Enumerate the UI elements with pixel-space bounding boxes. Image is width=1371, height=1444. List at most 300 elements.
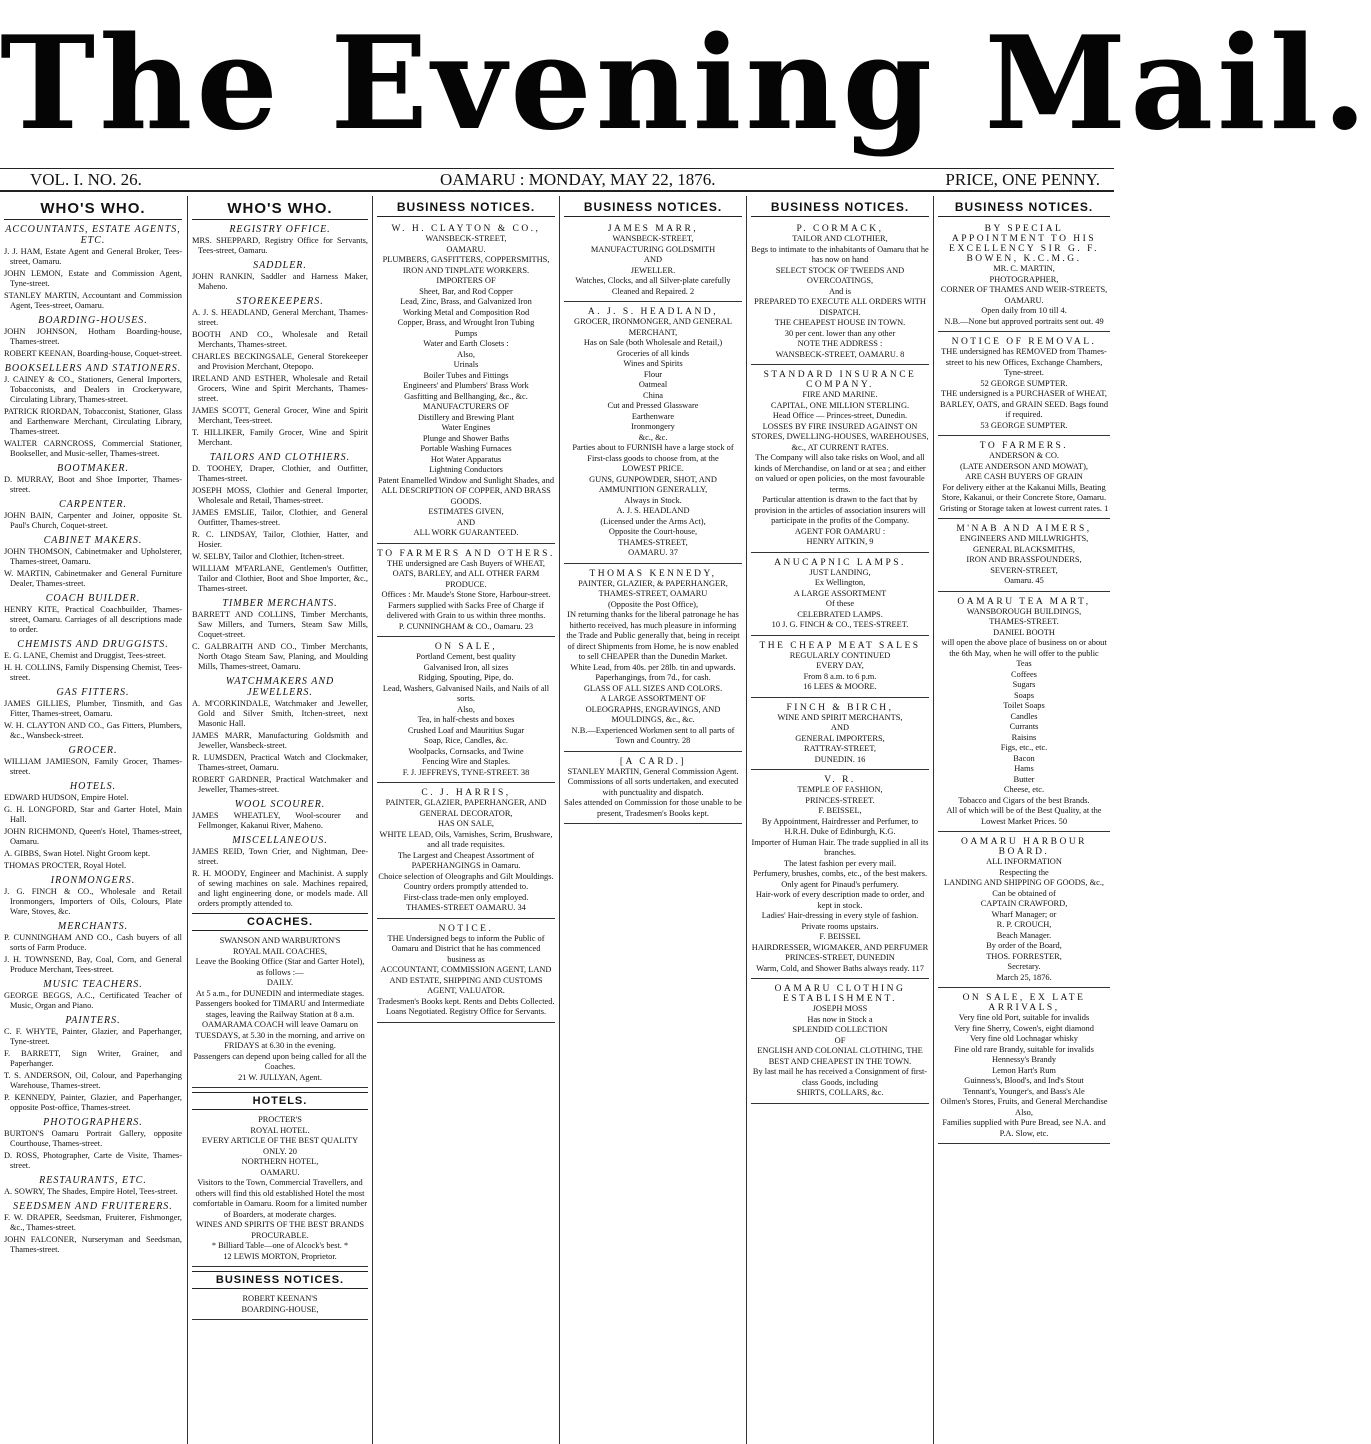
directory-entry: D. ROSS, Photographer, Carte de Visite, Thames-street. (4, 1151, 182, 1170)
section-title: SEEDSMEN AND FRUITERERS. (13, 1201, 173, 1212)
directory-entry: JOHN FALCONER, Nurseryman and Seedsman, Thames-street. (4, 1235, 182, 1254)
notice-line: Butter (1013, 774, 1035, 784)
directory-entry: F. W. DRAPER, Seedsman, Fruiterer, Fishmonger, &c., Thames-street. (4, 1213, 182, 1232)
notice-line: ALL INFORMATION (986, 857, 1062, 866)
notice-line: OAMARU. (260, 1167, 300, 1177)
directory-entry: JAMES SCOTT, General Grocer, Wine and Spirit Merchant, Tees-street. (192, 406, 368, 425)
notice-line: And is (828, 286, 852, 296)
notice-line: Crushed Loaf and Mauritius Sugar (407, 725, 525, 735)
notice-line: THOMAS KENNEDY, (589, 568, 717, 579)
directory-entry: W. SELBY, Tailor and Clothier, Itchen-street. (192, 552, 345, 561)
notice-line: THE undersigned is a PURCHASER of WHEAT, BARLEY, OATS, and GRAIN SEED. Bags found if required. (939, 389, 1109, 419)
notice-line: Begs to intimate to the inhabitants of Oamaru that he has now on hand (751, 244, 929, 264)
dateline (0, 168, 1114, 192)
notice-line: OAMARU. (446, 244, 486, 254)
advertisement (564, 304, 742, 564)
notice-line: LOSSES BY FIRE INSURED AGAINST ON STORES, DWELLING-HOUSES, WAREHOUSES, &c., AT CURRENT RATES. (751, 421, 929, 452)
notice-line: GLASS OF ALL SIZES AND COLORS. (583, 683, 723, 693)
directory-entry: W. H. CLAYTON AND CO., Gas Fitters, Plumbers, &c., Wansbeck-street. (4, 721, 182, 740)
notice-line: Paperhangings, from 7d., for cash. (595, 673, 711, 682)
directory-entry: JOHN THOMSON, Cabinetmaker and Upholsterer, Thames-street, Oamaru. (4, 547, 182, 566)
notice-line: GENERAL IMPORTERS, (795, 733, 885, 743)
directory-entry: D. MURRAY, Boot and Shoe Importer, Thames-street. (4, 475, 182, 494)
notice-line: OAMARU TEA MART, (957, 596, 1091, 607)
notice-line: First-class trade-men only employed. (403, 892, 529, 902)
notice-line: DUNEDIN. 16 (814, 754, 866, 764)
notice-line: By order of the Board, (986, 941, 1062, 950)
notice-line: Fine old rare Brandy, suitable for invalids (954, 1044, 1094, 1054)
notice-line: Sheet, Bar, and Rod Copper (419, 286, 513, 296)
notice-line: Choice selection of Oleographs and Gilt Mouldings. (378, 871, 554, 881)
notice-line: M'NAB AND AIMERS, (956, 524, 1092, 534)
directory-entry: R. C. LINDSAY, Tailor, Clothier, Hatter, and Hosier. (192, 530, 368, 549)
notice-line: FIRE AND MARINE. (802, 390, 878, 399)
notice-line: TO FARMERS. (979, 441, 1069, 451)
notice-line: EVERY ARTICLE OF THE BEST QUALITY (201, 1136, 359, 1145)
notice-line: Particular attention is drawn to the fact that by provision in the articles of association insurers will participate in the profits of the Company. (754, 495, 926, 525)
directory-entry: A. SOWRY, The Shades, Empire Hotel, Tees-street. (4, 1187, 178, 1196)
notice-line: Passengers can depend upon being called for all the Coaches. (193, 1051, 367, 1071)
notice-line: AND (830, 723, 850, 732)
notice-line: Very fine old Lochnagar whisky (970, 1034, 1078, 1043)
directory-entry: JAMES EMSLIE, Tailor, Clothier, and General Outfitter, Thames-street. (192, 508, 368, 527)
directory-entry: PATRICK RIORDAN, Tobacconist, Stationer, Glass and Earthenware Merchant, Circulating Library, Thames-street. (4, 407, 182, 436)
section-title: GAS FITTERS. (56, 687, 130, 698)
notice-line: Perfumery, brushes, combs, etc., of the best makers. (752, 869, 928, 878)
advertisement (377, 221, 555, 544)
notice-line: Offices : Mr. Maude's Stone Store, Harbour-street. (381, 590, 551, 599)
directory-entry: JOHN LEMON, Estate and Commission Agent, Tyne-street. (4, 269, 182, 288)
advertisement (377, 785, 555, 919)
notice-line: (Licensed under the Arms Act), (600, 516, 706, 526)
notice-line: Very fine Sherry, Cowen's, eight diamond (954, 1023, 1094, 1033)
directory-entry: JOHN JOHNSON, Hotham Boarding-house, Thames-street. (4, 327, 182, 346)
notice-line: Flour (643, 369, 663, 379)
notice-line: For delivery either at the Kakanui Mills, Beating Store, Kakanui, or their Concrete Store, Oamaru. (941, 482, 1107, 502)
notice-line: Passengers booked for TIMARU and Intermediate stages, leaving the Railway Station at 8 a.m. (195, 999, 365, 1019)
notice-line: Urinals (453, 360, 479, 369)
notice-line: PAINTER, GLAZIER, PAPERHANGER, AND GENERAL DECORATOR, (385, 798, 547, 818)
notice-line: NOTICE OF REMOVAL. (951, 337, 1097, 347)
notice-line: PHOTOGRAPHER, (989, 274, 1059, 284)
directory-entry: IRELAND AND ESTHER, Wholesale and Retail Grocers, Wine and Spirit Merchants, Thames-street. (192, 374, 368, 403)
column-business-notices-3 (373, 196, 559, 1444)
notice-line: WANSBECK-STREET, OAMARU. 8 (775, 349, 905, 359)
directory-entry: GEORGE BEGGS, A.C., Certificated Teacher of Music, Organ and Piano. (4, 991, 182, 1010)
advertisement (377, 639, 555, 783)
notice-line: A LARGE ASSORTMENT OF (600, 694, 706, 703)
notice-line: THAMES-STREET OAMARU. 34 (406, 903, 526, 912)
notice-line: RATTRAY-STREET, (804, 744, 876, 753)
section-title: CARPENTER. (58, 499, 128, 510)
notice-line: March 25, 1876. (996, 972, 1052, 982)
notice-line: Also, (1015, 1107, 1033, 1117)
advertisement (938, 990, 1110, 1144)
notice-line: BY SPECIAL APPOINTMENT TO HIS EXCELLENCY SIR G. F. BOWEN, K.C.M.G. (949, 224, 1099, 264)
hotels-notice (192, 1112, 368, 1267)
directory-entry: EDWARD HUDSON, Empire Hotel. (4, 793, 129, 802)
notice-line: GROCER, IRONMONGER, AND GENERAL MERCHANT, (574, 317, 732, 337)
notice-line: LANDING AND SHIPPING OF GOODS, &c., (943, 878, 1105, 887)
coaches-heading: COACHES. (192, 913, 368, 931)
notice-line: BOARDING-HOUSE, (241, 1304, 319, 1314)
advertisement (751, 638, 929, 698)
directory-entry: JAMES REID, Town Crier, and Nightman, Dee-street. (192, 847, 368, 866)
section-title: PHOTOGRAPHERS. (43, 1117, 143, 1128)
notice-line: Earthenware (631, 411, 675, 421)
business-notices-heading: BUSINESS NOTICES. (192, 1271, 368, 1289)
notice-line: ONLY. 20 (263, 1146, 297, 1156)
notice-line: Tradesmen's Books kept. Rents and Debts Collected. Loans Negotiated. Registry Office for Servants. (377, 996, 555, 1016)
notice-line: PRINCES-STREET. (805, 795, 875, 805)
notice-line: Wines and Spirits (623, 359, 683, 368)
directory-entry: MRS. SHEPPARD, Registry Office for Servants, Tees-street, Oamaru. (192, 236, 368, 255)
directory-sections (192, 224, 368, 909)
section-title: PAINTERS. (65, 1015, 121, 1026)
notice-line: Open daily from 10 till 4. (981, 306, 1067, 315)
advertisement (377, 921, 555, 1023)
column-heading: BUSINESS NOTICES. (751, 196, 929, 217)
notice-line: ON SALE, EX LATE ARRIVALS, (962, 993, 1086, 1013)
notice-line: 30 per cent. lower than any other (784, 328, 896, 338)
notice-line: Lead, Washers, Galvanised Nails, and Nails of all sorts. (382, 683, 550, 703)
notice-line: 53 GEORGE SUMPTER. (980, 420, 1068, 430)
notice-line: Has on Sale (both Wholesale and Retail,) (583, 338, 723, 347)
notice-line: (LATE ANDERSON AND MOWAT), (960, 461, 1088, 471)
boarding-house-notice (192, 1291, 368, 1320)
notice-line: Soaps (1013, 690, 1034, 700)
directory-entry: W. MARTIN, Cabinetmaker and General Furniture Dealer, Thames-street. (4, 569, 182, 588)
notice-line: SELECT STOCK OF TWEEDS AND OVERCOATINGS, (775, 265, 905, 285)
advertisement (377, 546, 555, 638)
notice-line: A. J. S. HEADLAND, (587, 307, 719, 317)
notice-line: Visitors to the Town, Commercial Travellers, and others will find this old established Hotel the most comfortable in Oamaru. Room for a limited number of Boarders, at moderate charges. (193, 1178, 367, 1219)
columns (0, 196, 1114, 1444)
notice-line: IN returning thanks for the liberal patronage he has hitherto received, has much pleasure in informing the Trade and Public generally that, being in receipt of direct Shipments from Home, he is now enabled to sell CHEAPER than the Dunedin Market. (566, 610, 740, 661)
notice-line: Parties about to FURNISH have a large stock of First-class goods to choose from, at the (572, 443, 734, 463)
notice-line: ON SALE, (434, 642, 498, 652)
notice-line: Opposite the Court-house, (608, 527, 698, 536)
directory-entry: THOMAS PROCTER, Royal Hotel. (4, 861, 127, 870)
section-title: WOOL SCOURER. (234, 799, 326, 810)
notice-line: Ex Wellington, (814, 578, 866, 587)
notice-line: Beach Manager. (996, 930, 1052, 940)
notice-line: DAILY. (266, 978, 294, 987)
directory-entry: R. H. MOODY, Engineer and Machinist. A supply of sewing machines on sale. Machines repaired, and light engineering done, or models made. All orders promptly attended to. (192, 869, 368, 908)
directory-entry: JOHN RANKIN, Saddler and Harness Maker, Maheno. (192, 272, 368, 291)
notice-line: Ladies' Hair-dressing in every style of fashion. (761, 911, 919, 920)
notice-line: HENRY AITKIN, 9 (806, 537, 874, 546)
notice-line: MANUFACTURERS OF (422, 402, 510, 411)
column-business-notices-4 (560, 196, 746, 1444)
directory-entry: ROBERT KEENAN, Boarding-house, Coquet-street. (4, 349, 182, 358)
advertisement (751, 772, 929, 979)
notice-line: ALL WORK GUARANTEED. (413, 528, 519, 537)
column-heading: WHO'S WHO. (192, 196, 368, 220)
directory-entry: HENRY KITE, Practical Coachbuilder, Thames-street, Oamaru. Carriages of all descriptions made to order. (4, 605, 182, 634)
notice-line: LOWEST PRICE. (622, 464, 684, 473)
notice-line: Hams (1014, 764, 1034, 773)
directory-entry: JOSEPH MOSS, Clothier and General Importer, Wholesale and Retail, Thames-street. (192, 486, 368, 505)
notice-line: ENGLISH AND COLONIAL CLOTHING, THE BEST AND CHEAPEST IN THE TOWN. (757, 1046, 923, 1066)
advertisement (938, 438, 1110, 519)
section-title: RESTAURANTS, ETC. (39, 1175, 147, 1186)
section-title: MISCELLANEOUS. (232, 835, 328, 846)
directory-entry: H. H. COLLINS, Family Dispensing Chemist, Tees-street. (4, 663, 182, 682)
column-heading: BUSINESS NOTICES. (377, 196, 555, 217)
notice-line: Plunge and Shower Baths (422, 433, 510, 443)
notice-line: Importer of Human Hair. The trade supplied in all its branches. (751, 837, 929, 857)
notice-line: JEWELLER. (630, 265, 676, 275)
notice-line: Always in Stock. (624, 495, 682, 505)
notice-line: Raisins (1011, 732, 1037, 742)
notice-line: CAPITAL, ONE MILLION STERLING. (770, 400, 910, 410)
advertisement (938, 521, 1110, 592)
advertisement (751, 367, 929, 553)
notice-line: [A CARD.] (619, 756, 687, 767)
notice-line: ARE CASH BUYERS OF GRAIN (965, 472, 1083, 481)
section-title: HOTELS. (69, 781, 117, 792)
notice-line: CORNER OF THAMES AND WEIR-STREETS, OAMARU. (940, 285, 1108, 305)
directory-entry: WILLIAM JAMIESON, Family Grocer, Thames-street. (4, 757, 182, 776)
notice-line: OAMARU HARBOUR BOARD. (960, 837, 1088, 857)
notice-line: Fencing Wire and Staples. (422, 757, 510, 766)
advertisement (938, 221, 1110, 332)
notice-line: WANSBOROUGH BUILDINGS, (966, 606, 1082, 616)
notice-line: Toilet Soaps (1003, 701, 1045, 710)
notice-line: ESTIMATES GIVEN, (428, 507, 504, 516)
notice-line: WHITE LEAD, Oils, Varnishes, Scrim, Brushware, and all trade requisites. (379, 829, 553, 849)
notice-line: will open the above place of business on or about the 6th May, when he will offer to the public (941, 638, 1107, 658)
notice-line: Leave the Booking Office (Star and Garter Hotel), as follows :— (195, 957, 365, 977)
notice-line: Lead, Zinc, Brass, and Galvanized Iron (400, 297, 532, 306)
masthead-title: The Evening Mail. (0, 9, 1371, 159)
notice-line: Bacon (1013, 753, 1035, 763)
notice-line: Oamaru. 45 (1004, 576, 1044, 585)
notice-line: 10 J. G. FINCH & CO., TEES-STREET. (771, 620, 909, 629)
notice-line: SWANSON AND WARBURTON'S (219, 936, 341, 945)
notice-line: AND (456, 517, 476, 527)
directory-entry: CHARLES BECKINGSALE, General Storekeeper and Provision Merchant, Otepopo. (192, 352, 368, 371)
notice-line: Portable Washing Furnaces (420, 444, 512, 453)
notice-line: Lemon Hart's Rum (992, 1065, 1056, 1075)
advertisement (938, 334, 1110, 436)
directory-entry: J. G. FINCH & CO., Wholesale and Retail Ironmongers, Importers of Oils, Colours, Plate Ware, Stoves, &c. (4, 887, 182, 916)
advertisement (938, 594, 1110, 833)
directory-entry: J. J. HAM, Estate Agent and General Broker, Tees-street, Oamaru. (4, 247, 182, 266)
notice-line: Ridging, Spouting, Pipe, do. (418, 673, 514, 682)
section-title: TAILORS AND CLOTHIERS. (209, 452, 351, 463)
notice-line: Families supplied with Pure Bread, see N.A. and P.A. Slow, etc. (942, 1118, 1106, 1138)
notice-line: OF (834, 1035, 846, 1045)
notice-line: Engineers' and Plumbers' Brass Work (403, 381, 529, 390)
notice-line: Soap, Rice, Candles, &c. (424, 736, 508, 745)
notice-line: F. BEISSEL, (818, 806, 862, 815)
directory-entry: JOHN BAIN, Carpenter and Joiner, opposite St. Paul's Church, Coquet-street. (4, 511, 182, 530)
notice-line: Warm, Cold, and Shower Baths always ready. 117 (756, 963, 924, 973)
column-heading: BUSINESS NOTICES. (938, 196, 1110, 217)
advertisement (751, 221, 929, 365)
notice-line: SHIRTS, COLLARS, &c. (796, 1088, 884, 1097)
notice-line: Hennessy's Brandy (991, 1055, 1057, 1064)
notice-line: C. J. HARRIS, (421, 788, 511, 798)
notice-line: GUNS, GUNPOWDER, SHOT, AND AMMUNITION GENERALLY, (589, 474, 717, 494)
notice-line: P. CORMACK, (796, 224, 884, 234)
section-title: TIMBER MERCHANTS. (222, 598, 338, 609)
section-title: BOOKSELLERS AND STATIONERS. (4, 363, 182, 374)
directory-entry: T. HILLIKER, Family Grocer, Wine and Spirit Merchant. (192, 428, 368, 447)
notice-line: Also, (457, 704, 475, 714)
directory-entry: A. GIBBS, Swan Hotel. Night Groom kept. (4, 849, 151, 858)
hotels-heading: HOTELS. (192, 1092, 368, 1110)
notice-line: Patent Enamelled Window and Sunlight Shades, and (377, 475, 555, 485)
notice-line: NOTE THE ADDRESS : (797, 339, 883, 348)
notice-line: Watches, Clocks, and all Silver-plate carefully Cleaned and Repaired. 2 (575, 276, 731, 296)
notice-line: Currants (1009, 722, 1039, 731)
notice-line: Lightning Conductors (429, 465, 503, 474)
notice-line: AND (643, 255, 663, 264)
section-title: REGISTRY OFFICE. (229, 224, 331, 235)
notice-line: Cut and Pressed Glassware (607, 401, 699, 410)
section-title: CABINET MAKERS. (43, 535, 143, 546)
directory-entry: JAMES MARR, Manufacturing Goldsmith and Jeweller, Wansbeck-street. (192, 731, 368, 750)
notice-line: Can be obtained of (992, 888, 1056, 898)
directory-entry: ROBERT GARDNER, Practical Watchmaker and Jeweller, Thames-street. (192, 775, 368, 794)
notice-line: PAINTER, GLAZIER, & PAPERHANGER, (578, 578, 728, 588)
notice-line: WANSBECK-STREET, (425, 234, 507, 243)
notice-line: Boiler Tubes and Fittings (423, 370, 509, 380)
notice-line: Sugars (1012, 680, 1036, 689)
directory-entry: R. LUMSDEN, Practical Watch and Clockmaker, Thames-street, Oamaru. (192, 753, 368, 772)
directory-entry: JOHN RICHMOND, Queen's Hotel, Thames-street, Oamaru. (4, 827, 182, 846)
column-business-notices-6 (934, 196, 1114, 1444)
notice-line: ENGINEERS AND MILLWRIGHTS, (959, 534, 1089, 543)
notice-line: THE CHEAP MEAT SALES (759, 640, 921, 651)
notice-line: Farmers supplied with Sacks Free of Charge if delivered with Grain to us within three months. (386, 600, 546, 620)
directory-entry: P. CUNNINGHAM AND CO., Cash buyers of all sorts of Farm Produce. (4, 933, 182, 952)
directory-entry: STANLEY MARTIN, Accountant and Commission Agent, Tees-street, Oamaru. (4, 291, 182, 310)
notice-line: P. CUNNINGHAM & CO., Oamaru. 23 (398, 621, 534, 631)
notice-line: Head Office — Princes-street, Dunedin. (772, 411, 908, 420)
advertisement (751, 981, 929, 1104)
notice-line: Hair-work of every description made to order, and kept in stock. (755, 890, 925, 910)
notice-line: THE CHEAPEST HOUSE IN TOWN. (774, 318, 906, 327)
notice-line: TAILOR AND CLOTHIER, (792, 234, 888, 243)
directory-entry: WALTER CARNCROSS, Commercial Stationer, Bookseller, and Music-seller, Thames-street. (4, 439, 182, 458)
notice-line: ANDERSON & CO. (988, 451, 1060, 460)
notice-line: Private rooms upstairs. (801, 921, 879, 931)
notice-line: STANDARD INSURANCE COMPANY. (763, 370, 917, 390)
section-title: IRONMONGERS. (50, 875, 136, 886)
notice-line: Figs, etc., etc. (1000, 743, 1048, 752)
notice-line: Hot Water Apparatus (430, 454, 502, 464)
notice-line: THE undersigned are Cash Buyers of WHEAT, OATS, BARLEY, and ALL OTHER FARM PRODUCE. (386, 558, 546, 589)
notice-line: R. P. CROUCH, (996, 920, 1052, 929)
notice-line: HAS ON SALE, (437, 819, 495, 828)
volume-number: VOL. I. NO. 26. (30, 170, 142, 189)
notice-line: NORTHERN HOTEL, (241, 1157, 319, 1166)
notice-line: OAMARU CLOTHING ESTABLISHMENT. (774, 984, 906, 1004)
notice-line: China (642, 390, 663, 400)
directory-entry: A. M'CORKINDALE, Watchmaker and Jeweller, Gold and Silver Smith, Itchen-street, next Masonic Hall. (192, 699, 368, 728)
notice-line: Portland Cement, best quality (416, 652, 516, 661)
notice-line: Teas (1016, 659, 1032, 668)
notice-line: Woolpacks, Cornsacks, and Twine (408, 746, 524, 756)
notice-line: SEVERN-STREET, (990, 565, 1058, 575)
notice-line: 12 LEWIS MORTON, Proprietor. (223, 1251, 337, 1261)
notice-line: MANUFACTURING GOLDSMITH (590, 244, 716, 254)
notice-line: All of which will be of the Best Quality, at the Lowest Market Prices. 50 (946, 806, 1102, 826)
notice-line: Country orders promptly attended to. (403, 882, 529, 891)
section-title: SADDLER. (253, 260, 307, 271)
notice-line: WINES AND SPIRITS OF THE BEST BRANDS PROCURABLE. (195, 1220, 365, 1240)
notice-line: Guinness's, Blood's, and Ind's Stout (964, 1076, 1084, 1085)
notice-line: GENERAL BLACKSMITHS, (972, 544, 1076, 554)
notice-line: From 8 a.m. to 6 p.m. (803, 671, 877, 681)
notice-line: WANSBECK-STREET, (612, 234, 694, 243)
notice-line: PREPARED TO EXECUTE ALL ORDERS WITH DISPATCH. (754, 297, 926, 317)
notice-line: OAMARU. 37 (628, 548, 678, 557)
section-title: MERCHANTS. (57, 921, 129, 932)
notice-line: ANUCAPNIC LAMPS. (774, 557, 906, 568)
directory-entry: J. CAINEY & CO., Stationers, General Importers, Tobacconists, and Dealers in Crockeryware, Circulating Library, Thames-street. (4, 375, 182, 404)
notice-line: F. BEISSEL (819, 932, 861, 941)
notice-line: By last mail he has received a Consignment of first-class Goods, including (752, 1067, 928, 1087)
notice-line: ALL DESCRIPTION OF COPPER, AND BRASS GOODS. (381, 486, 551, 506)
directory-entry: BARRETT AND COLLINS, Timber Merchants, Saw Millers, and Turners, Steam Saw Mills, Coquet-street. (192, 610, 368, 639)
column-heading: WHO'S WHO. (4, 196, 182, 220)
notice-line: IRON AND BRASSFOUNDERS, (966, 555, 1082, 564)
notice-line: Very fine old Port, suitable for invalids (958, 1013, 1090, 1022)
notice-line: FINCH & BIRCH, (786, 702, 894, 713)
section-title: BOARDING-HOUSES. (38, 315, 148, 326)
notice-line: Gasfitting and Bellhanging, &c., &c. (404, 391, 528, 401)
notice-line: MR. C. MARTIN, (993, 264, 1055, 273)
notice-line: THE Undersigned begs to inform the Public of Oamaru and District that he has commenced business as (387, 933, 545, 964)
notice-line: Copper, Brass, and Wrought Iron Tubing (397, 318, 535, 327)
notice-line: Pumps (454, 328, 478, 338)
notice-line: ROYAL HOTEL. (250, 1125, 310, 1135)
notice-line: Coffees (1011, 669, 1037, 679)
notice-line: THAMES-STREET, (618, 537, 688, 547)
price: PRICE, ONE PENNY. (945, 170, 1100, 189)
notice-line: 16 LEES & MOORE. (803, 682, 877, 691)
notice-line: ROYAL MAIL COACHES, (232, 946, 328, 956)
notice-line: W. H. CLAYTON & CO., (391, 224, 541, 234)
notice-line: HAIRDRESSER, WIGMAKER, AND PERFUMER (751, 942, 929, 952)
advertisement (564, 566, 742, 752)
notice-line: The Company will also take risks on Wool, and all kinds of Merchandise, on land or at sea ; and either on valued or open policies, on the most favourable terms. (754, 453, 926, 494)
notice-line: PROCTER'S (258, 1115, 302, 1124)
directory-entry: C. GALBRAITH AND CO., Timber Merchants, North Otago Steam Saw, Planing, and Moulding Mills, Thames-street, Oamaru. (192, 642, 368, 671)
directory-entry: G. H. LONGFORD, Star and Garter Hotel, Main Hall. (4, 805, 182, 824)
notice-line: TO FARMERS AND OTHERS. (377, 548, 555, 559)
notice-line: Wharf Manager; or (991, 909, 1057, 919)
section-title: BOOTMAKER. (57, 463, 129, 474)
directory-entry: A. J. S. HEADLAND, General Merchant, Thames-street. (192, 308, 368, 327)
notice-line: PLUMBERS, GASFITTERS, COPPERSMITHS, IRON AND TINPLATE WORKERS. (382, 255, 550, 275)
notice-line: Groceries of all kinds (616, 348, 690, 358)
notice-line: JUST LANDING, (809, 567, 871, 577)
notice-line: ACCOUNTANT, COMMISSION AGENT, LAND AND ESTATE, SHIPPING AND CUSTOMS AGENT, VALUATOR. (380, 965, 552, 995)
notice-line: A LARGE ASSORTMENT (793, 588, 887, 598)
directory-entry: F. BARRETT, Sign Writer, Grainer, and Paperhanger. (4, 1049, 182, 1068)
directory-entry: BOOTH AND CO., Wholesale and Retail Merchants, Thames-street. (192, 330, 368, 349)
notice-line: Secretary. (1007, 962, 1041, 971)
notice-line: THAMES-STREET. (989, 617, 1059, 626)
notice-line: 21 W. JULLYAN, Agent. (238, 1072, 322, 1082)
notice-line: STANLEY MARTIN, General Commission Agent. Commissions of all sorts undertaken, and executed with punctuality and dispatch. (567, 766, 739, 797)
